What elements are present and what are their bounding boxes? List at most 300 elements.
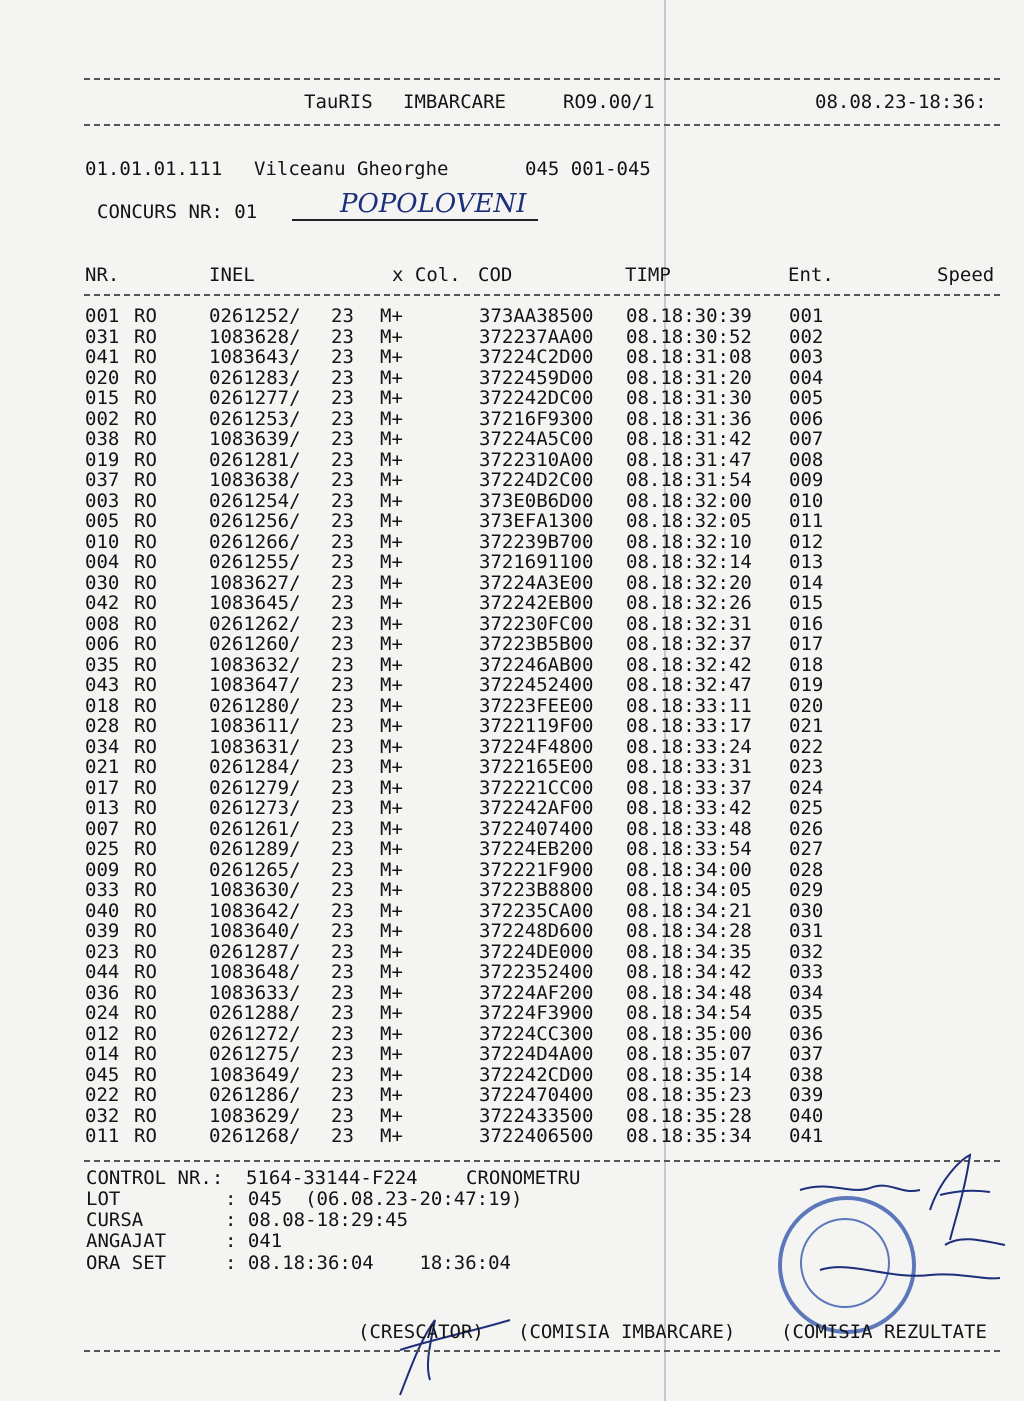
cell-nr: 034 [85,735,120,758]
cell-code: 37224A3E00 [479,571,594,594]
cell-time: 08.18:33:31 [626,756,752,778]
cell-cc: RO [134,592,157,614]
cell-cc: RO [134,879,157,901]
cell-cc: RO [134,530,157,553]
cell-ent: 015 [789,592,824,614]
cell-time: 08.18:33:24 [626,735,752,758]
cell-time: 08.18:31:47 [626,448,752,471]
cell-nr: 017 [85,776,120,799]
cell-yr: 23 [331,694,354,717]
ora-set-label: ORA SET [86,1252,167,1274]
cell-code: 372242AF00 [479,797,594,819]
cell-time: 08.18:31:36 [626,407,752,430]
cell-sex: M+ [380,838,403,860]
cell-ring: 0261260/ [209,633,301,655]
cell-cc: RO [134,448,157,471]
cell-ring: 1083630/ [209,879,301,901]
cell-code: 37224D4A00 [479,1043,594,1065]
cell-cc: RO [134,1125,157,1147]
cell-nr: 013 [85,797,120,819]
cell-yr: 23 [331,756,354,778]
cell-time: 08.18:33:54 [626,838,752,860]
cell-ring: 0261289/ [209,838,301,860]
cell-code: 372239B700 [479,530,594,553]
cell-cc: RO [134,325,157,348]
table-row [0,675,1024,696]
cell-ent: 019 [789,674,824,696]
cell-ring: 1083639/ [209,428,301,450]
cursa-value: : 08.08-18:29:45 [225,1209,409,1231]
cell-code: 372246AB00 [479,653,594,676]
cell-ring: 1083648/ [209,961,301,983]
cell-sex: M+ [380,776,403,799]
cell-time: 08.18:33:48 [626,817,752,840]
cell-sex: M+ [380,366,403,389]
col-nr: NR. [85,264,120,286]
cell-time: 08.18:33:37 [626,776,752,799]
cell-ent: 035 [789,1002,824,1024]
table-row [0,983,1024,1004]
table-row [0,839,1024,860]
cell-code: 372230FC00 [479,612,594,635]
cell-code: 37223FEE00 [479,694,594,717]
cell-code: 373E0B6D00 [479,489,594,512]
version: RO9.00/1 [563,91,655,113]
table-row [0,634,1024,655]
contest-label: CONCURS NR: 01 [97,201,258,223]
handwritten-location: POPOLOVENI [340,189,527,219]
cell-yr: 23 [331,428,354,450]
cell-ent: 021 [789,715,824,737]
cell-time: 08.18:34:42 [626,961,752,983]
cell-cc: RO [134,305,157,327]
cell-ring: 1083647/ [209,674,301,696]
cell-sex: M+ [380,797,403,819]
cell-time: 08.18:35:28 [626,1104,752,1127]
cell-time: 08.18:32:14 [626,551,752,573]
cell-ent: 010 [789,489,824,512]
cell-cc: RO [134,797,157,819]
cell-yr: 23 [331,653,354,676]
table-row [0,347,1024,368]
cell-yr: 23 [331,448,354,471]
cell-time: 08.18:34:54 [626,1002,752,1024]
cell-sex: M+ [380,715,403,737]
table-row [0,921,1024,942]
cell-ring: 0261252/ [209,305,301,327]
cell-code: 37224EB200 [479,838,594,860]
cell-ent: 014 [789,571,824,594]
table-row [0,737,1024,758]
table-row [0,409,1024,430]
cell-cc: RO [134,346,157,368]
cell-code: 372248D600 [479,920,594,942]
cell-nr: 025 [85,838,120,860]
cell-code: 372242EB00 [479,592,594,614]
cell-ent: 003 [789,346,824,368]
cell-ent: 025 [789,797,824,819]
cell-ent: 007 [789,428,824,450]
cell-yr: 23 [331,325,354,348]
cell-ring: 0261283/ [209,366,301,389]
cell-ent: 040 [789,1104,824,1127]
cell-cc: RO [134,961,157,983]
cell-cc: RO [134,551,157,573]
cell-yr: 23 [331,530,354,553]
table-row [0,450,1024,471]
cell-time: 08.18:35:07 [626,1043,752,1065]
cell-ent: 008 [789,448,824,471]
cell-ent: 034 [789,981,824,1004]
cell-code: 37224DE000 [479,940,594,963]
cell-ent: 013 [789,551,824,573]
cell-code: 37223B8800 [479,879,594,901]
cell-ring: 1083640/ [209,920,301,942]
cell-nr: 023 [85,940,120,963]
table-row [0,696,1024,717]
location-underline [292,219,538,221]
cell-sex: M+ [380,1063,403,1086]
cell-cc: RO [134,366,157,389]
cell-yr: 23 [331,489,354,512]
cell-code: 3722470400 [479,1084,594,1106]
cell-code: 372242CD00 [479,1063,594,1086]
cell-code: 37224D2C00 [479,469,594,491]
cell-sex: M+ [380,674,403,696]
cell-nr: 035 [85,653,120,676]
table-row [0,1065,1024,1086]
divider [84,294,1000,296]
cell-yr: 23 [331,1022,354,1045]
cell-ent: 041 [789,1125,824,1147]
cell-ent: 018 [789,653,824,676]
cell-time: 08.18:32:37 [626,633,752,655]
cell-ring: 1083628/ [209,325,301,348]
cell-ring: 0261265/ [209,858,301,881]
cell-ring: 1083638/ [209,469,301,491]
cell-yr: 23 [331,1002,354,1024]
cell-nr: 042 [85,592,120,614]
cell-ent: 020 [789,694,824,717]
cell-ring: 0261275/ [209,1043,301,1065]
cell-ent: 039 [789,1084,824,1106]
cell-yr: 23 [331,387,354,409]
table-row [0,614,1024,635]
cell-ring: 0261277/ [209,387,301,409]
cell-nr: 011 [85,1125,120,1147]
cell-time: 08.18:31:30 [626,387,752,409]
cell-time: 08.18:34:48 [626,981,752,1004]
col-timp: TIMP [625,264,671,286]
cell-ent: 033 [789,961,824,983]
table-row [0,1085,1024,1106]
table-row [0,593,1024,614]
control-value: 5164-33144-F224 [246,1167,418,1189]
cell-ring: 0261256/ [209,510,301,532]
cell-sex: M+ [380,1043,403,1065]
cell-sex: M+ [380,448,403,471]
cell-ent: 030 [789,899,824,922]
cell-ring: 1083643/ [209,346,301,368]
cell-code: 37216F9300 [479,407,594,430]
cell-ent: 017 [789,633,824,655]
cell-code: 372221F900 [479,858,594,881]
cell-nr: 018 [85,694,120,717]
cell-nr: 001 [85,305,120,327]
app-name: TauRIS [304,91,373,113]
cell-sex: M+ [380,530,403,553]
table-row [0,511,1024,532]
table-row [0,778,1024,799]
cell-time: 08.18:34:28 [626,920,752,942]
cell-code: 3722165E00 [479,756,594,778]
cell-ring: 0261266/ [209,530,301,553]
col-inel: INEL [209,264,255,286]
cell-code: 3722352400 [479,961,594,983]
cell-nr: 004 [85,551,120,573]
cell-nr: 021 [85,756,120,778]
cell-ring: 0261284/ [209,756,301,778]
cell-sex: M+ [380,817,403,840]
cell-nr: 010 [85,530,120,553]
cell-code: 3722407400 [479,817,594,840]
cell-cc: RO [134,776,157,799]
cell-time: 08.18:32:31 [626,612,752,635]
cronometru-label: CRONOMETRU [466,1167,581,1189]
cell-yr: 23 [331,899,354,922]
cell-sex: M+ [380,940,403,963]
cell-time: 08.18:32:42 [626,653,752,676]
cell-sex: M+ [380,325,403,348]
cell-cc: RO [134,838,157,860]
cell-nr: 032 [85,1104,120,1127]
col-ent: Ent. [788,264,834,286]
cell-ent: 024 [789,776,824,799]
cell-ring: 1083642/ [209,899,301,922]
cell-time: 08.18:32:20 [626,571,752,594]
cell-yr: 23 [331,1084,354,1106]
cell-cc: RO [134,817,157,840]
cell-time: 08.18:35:34 [626,1125,752,1147]
cell-time: 08.18:31:08 [626,346,752,368]
cell-nr: 020 [85,366,120,389]
cell-cc: RO [134,981,157,1004]
cell-cc: RO [134,653,157,676]
table-row [0,429,1024,450]
cell-sex: M+ [380,633,403,655]
cell-sex: M+ [380,571,403,594]
cell-code: 37224C2D00 [479,346,594,368]
cell-sex: M+ [380,1125,403,1147]
cell-ent: 031 [789,920,824,942]
divider [84,78,1000,80]
cell-nr: 007 [85,817,120,840]
cell-sex: M+ [380,428,403,450]
cell-sex: M+ [380,510,403,532]
cell-ent: 038 [789,1063,824,1086]
cell-ent: 028 [789,858,824,881]
cell-cc: RO [134,571,157,594]
cell-yr: 23 [331,797,354,819]
cell-time: 08.18:31:20 [626,366,752,389]
cell-nr: 003 [85,489,120,512]
cell-ring: 0261272/ [209,1022,301,1045]
cell-sex: M+ [380,469,403,491]
cell-sex: M+ [380,551,403,573]
cell-yr: 23 [331,981,354,1004]
cell-code: 37224F3900 [479,1002,594,1024]
cell-nr: 015 [85,387,120,409]
cell-code: 3722459D00 [479,366,594,389]
cell-code: 372235CA00 [479,899,594,922]
cell-ent: 029 [789,879,824,901]
cell-ent: 004 [789,366,824,389]
cell-code: 3722119F00 [479,715,594,737]
cell-time: 08.18:33:11 [626,694,752,717]
cell-sex: M+ [380,899,403,922]
cell-cc: RO [134,1063,157,1086]
cell-ring: 0261281/ [209,448,301,471]
cell-ring: 1083629/ [209,1104,301,1127]
cell-ring: 1083631/ [209,735,301,758]
cell-time: 08.18:34:35 [626,940,752,963]
cell-nr: 033 [85,879,120,901]
lot-label: LOT [86,1188,121,1210]
cell-ring: 0261253/ [209,407,301,430]
cell-cc: RO [134,469,157,491]
cell-cc: RO [134,735,157,758]
table-row [0,552,1024,573]
cell-nr: 036 [85,981,120,1004]
cell-cc: RO [134,1043,157,1065]
cell-ring: 1083611/ [209,715,301,737]
cell-yr: 23 [331,961,354,983]
cell-ent: 012 [789,530,824,553]
cell-time: 08.18:32:10 [626,530,752,553]
cell-code: 3721691100 [479,551,594,573]
cell-cc: RO [134,858,157,881]
cell-nr: 009 [85,858,120,881]
table-row [0,1044,1024,1065]
sig-label-rezultate: (COMISIA REZULTATE [781,1321,987,1343]
cell-cc: RO [134,489,157,512]
cell-sex: M+ [380,735,403,758]
cell-yr: 23 [331,674,354,696]
table-row [0,901,1024,922]
signature-scribble [790,1150,1020,1310]
cell-yr: 23 [331,551,354,573]
cell-yr: 23 [331,366,354,389]
cell-code: 372242DC00 [479,387,594,409]
cell-ent: 002 [789,325,824,348]
cell-sex: M+ [380,407,403,430]
cell-yr: 23 [331,592,354,614]
cell-nr: 044 [85,961,120,983]
cell-code: 3722452400 [479,674,594,696]
cell-nr: 038 [85,428,120,450]
cell-code: 37224CC300 [479,1022,594,1045]
table-row [0,860,1024,881]
cell-time: 08.18:32:05 [626,510,752,532]
cell-nr: 012 [85,1022,120,1045]
cell-ring: 0261286/ [209,1084,301,1106]
cell-sex: M+ [380,694,403,717]
cell-ent: 027 [789,838,824,860]
table-row [0,1126,1024,1147]
cell-nr: 014 [85,1043,120,1065]
cell-cc: RO [134,428,157,450]
table-row [0,716,1024,737]
module-name: IMBARCARE [403,91,506,113]
cell-ring: 0261280/ [209,694,301,717]
cell-cc: RO [134,694,157,717]
cell-yr: 23 [331,715,354,737]
cell-ent: 032 [789,940,824,963]
cell-nr: 008 [85,612,120,635]
cell-cc: RO [134,612,157,635]
cell-cc: RO [134,510,157,532]
cell-cc: RO [134,899,157,922]
table-row [0,1024,1024,1045]
cell-sex: M+ [380,981,403,1004]
cell-ent: 022 [789,735,824,758]
cell-cc: RO [134,1104,157,1127]
cell-code: 373AA38500 [479,305,594,327]
cell-cc: RO [134,1084,157,1106]
table-row [0,819,1024,840]
cell-ent: 006 [789,407,824,430]
lot-value: : 045 (06.08.23-20:47:19) [225,1188,523,1210]
cursa-label: CURSA [86,1209,144,1231]
cell-nr: 039 [85,920,120,942]
cell-time: 08.18:35:00 [626,1022,752,1045]
cell-sex: M+ [380,1022,403,1045]
cell-time: 08.18:35:23 [626,1084,752,1106]
cell-nr: 028 [85,715,120,737]
cell-yr: 23 [331,817,354,840]
cell-ring: 1083633/ [209,981,301,1004]
cell-code: 372237AA00 [479,325,594,348]
ora-set-value: : 08.18:36:04 18:36:04 [225,1252,511,1274]
cell-ent: 036 [789,1022,824,1045]
cell-yr: 23 [331,346,354,368]
cell-code: 37224F4800 [479,735,594,758]
cell-sex: M+ [380,1104,403,1127]
cell-ring: 1083649/ [209,1063,301,1086]
table-row [0,942,1024,963]
table-row [0,880,1024,901]
cell-yr: 23 [331,838,354,860]
cell-sex: M+ [380,1002,403,1024]
cell-ent: 009 [789,469,824,491]
cell-code: 373EFA1300 [479,510,594,532]
cell-nr: 040 [85,899,120,922]
cell-nr: 041 [85,346,120,368]
table-row [0,327,1024,348]
cell-yr: 23 [331,1104,354,1127]
cell-ring: 0261268/ [209,1125,301,1147]
cell-cc: RO [134,407,157,430]
cell-yr: 23 [331,879,354,901]
cell-time: 08.18:30:39 [626,305,752,327]
col-speed: Speed [937,264,995,286]
cell-time: 08.18:33:17 [626,715,752,737]
cell-code: 37224AF200 [479,981,594,1004]
cell-nr: 037 [85,469,120,491]
table-row [0,1003,1024,1024]
cell-code: 3722406500 [479,1125,594,1147]
cell-code: 3722433500 [479,1104,594,1127]
